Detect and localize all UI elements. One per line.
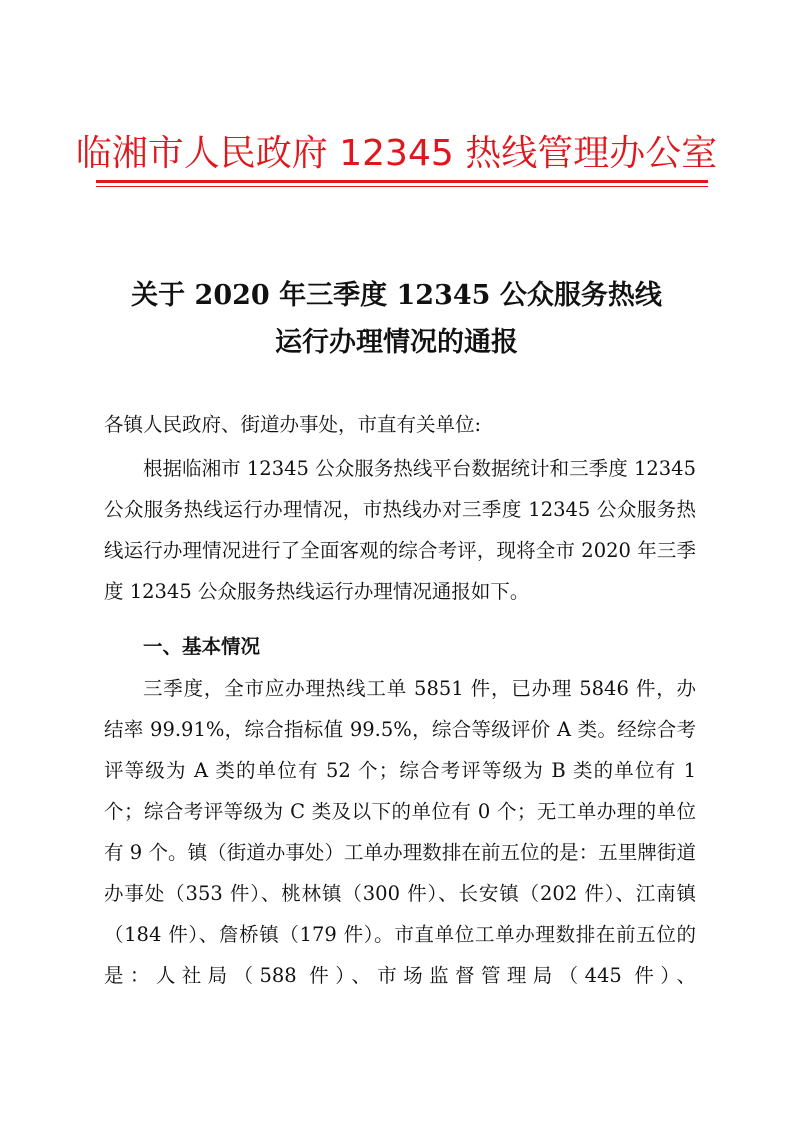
document-title-line-2: 运行办理情况的通报 — [275, 327, 518, 358]
basic-situation-paragraph: 三季度，全市应办理热线工单 5851 件，已办理 5846 件，办结率 99.91%，综合指标值 99.5%，综合等级评价 A 类。经综合考评等级为 A 类的单位有 52 个；综合考评等级为 B 类的单位有 1 个；综合考评等级为 C 类及以下的单位有 0 个；无工单办理的单位有 9 个。镇（街道办事处）工单办理数排在前五位的是：五里牌街道办事处（353 件）、桃林镇（300 件）、长安镇（202 件）、江南镇（184 件）、詹桥镇（179 件）。市直单位工单办理数排在前五位的是：人社局（588 件）、市场监督管理局（445 件）、 — [104, 677, 696, 987]
issuing-organization-header: 临湘市人民政府 12345 热线管理办公室 — [75, 133, 718, 174]
salutation: 各镇人民政府、街道办事处，市直有关单位: — [104, 413, 482, 436]
header-red-rule-thick — [96, 180, 708, 183]
intro-paragraph: 根据临湘市 12345 公众服务热线平台数据统计和三季度 12345 公众服务热线运行办理情况，市热线办对三季度 12345 公众服务热线运行办理情况进行了全面客观的综合考评，现将全市 2020 年三季度 12345 公众服务热线运行办理情况通报如下。 — [104, 457, 696, 603]
section-heading-basic-situation: 一、基本情况 — [143, 635, 261, 658]
header-red-rule-thin — [96, 186, 708, 187]
document-title-line-1: 关于 2020 年三季度 12345 公众服务热线 — [131, 280, 662, 311]
